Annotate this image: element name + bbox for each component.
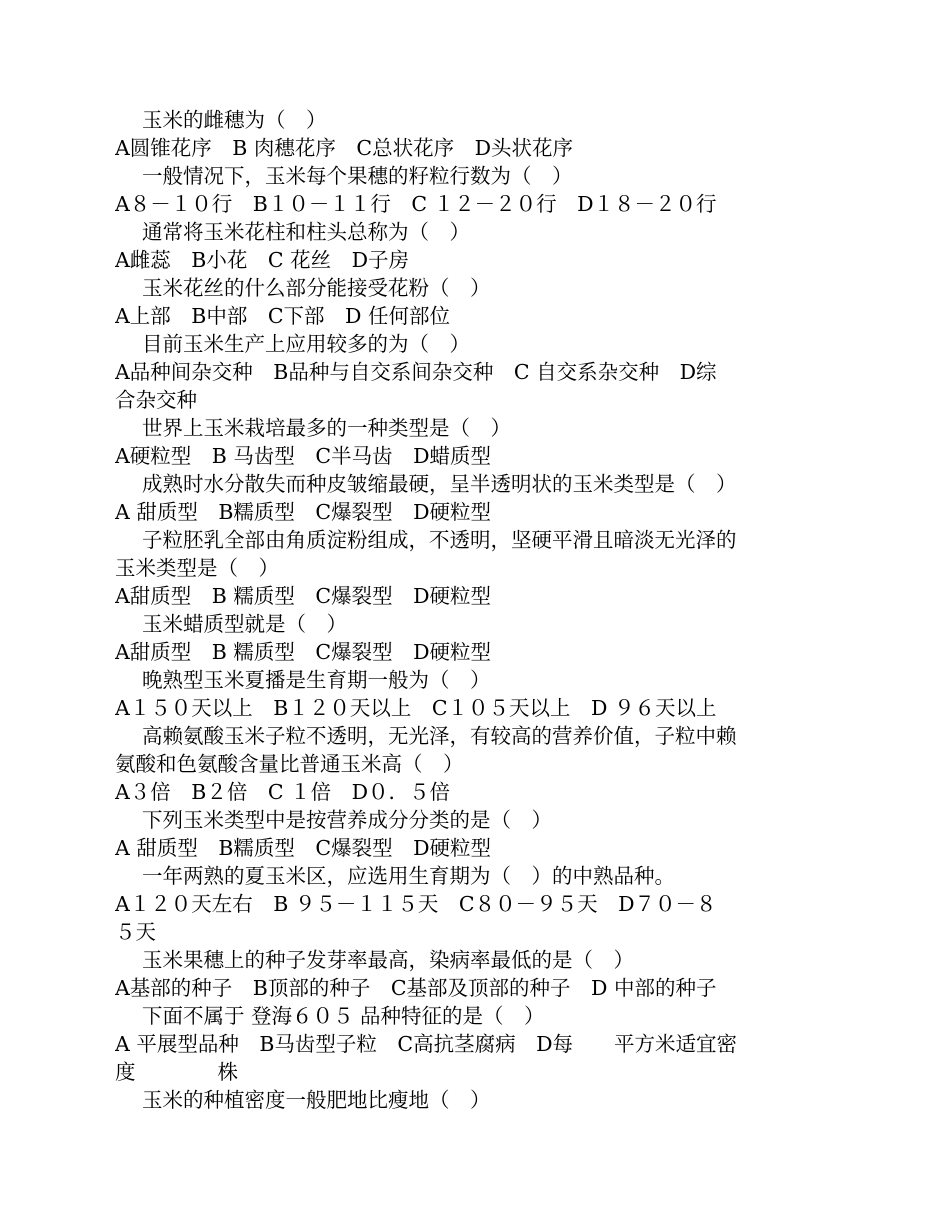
answer-options: A基部的种子 B顶部的种子 C基部及顶部的种子 D 中部的种子 [115,976,717,1000]
question-stem-continued: 玉米类型是（ ） [115,556,279,580]
question-stem: 目前玉米生产上应用较多的为（ ） [142,332,470,356]
question-stem: 晚熟型玉米夏播是生育期一般为（ ） [142,668,491,692]
answer-options: A 甜质型 B糯质型 C爆裂型 D硬粒型 [115,500,492,524]
answer-options-continued: 合杂交种 [115,388,197,412]
question-stem: 高赖氨酸玉米子粒不透明，无光泽，有较高的营养价值，子粒中赖 [142,724,737,748]
answer-options: A 平展型品种 B马齿型子粒 C高抗茎腐病 D每 平方米适宜密 [115,1032,738,1056]
answer-options: A甜质型 B 糯质型 C爆裂型 D硬粒型 [115,640,492,664]
answer-options: A１２０天左右 B ９５－１１５天 C８０－９５天 D７０－８ [115,892,717,916]
question-stem: 一年两熟的夏玉米区，应选用生育期为（ ）的中熟品种。 [142,864,675,888]
question-stem: 下面不属于 登海６０５ 品种特征的是（ ） [142,1004,545,1028]
question-stem: 玉米的雌穗为（ ） [142,108,327,132]
question-stem: 成熟时水分散失而种皮皱缩最硬，呈半透明状的玉米类型是（ ） [142,472,737,496]
question-stem: 子粒胚乳全部由角质淀粉组成，不透明，坚硬平滑且暗淡无光泽的 [142,528,737,552]
answer-options: A１５０天以上 B１２０天以上 C１０５天以上 D ９６天以上 [115,696,717,720]
answer-options: A品种间杂交种 B品种与自交系间杂交种 C 自交系杂交种 D综 [115,360,717,384]
answer-options-continued: ５天 [115,920,156,944]
answer-options: A３倍 B２倍 C １倍 D０．５倍 [115,780,451,804]
answer-options: A甜质型 B 糯质型 C爆裂型 D硬粒型 [115,584,492,608]
question-stem: 玉米花丝的什么部分能接受花粉（ ） [142,276,491,300]
answer-options: A上部 B中部 C下部 D 任何部位 [115,304,451,328]
question-stem: 玉米的种植密度一般肥地比瘦地（ ） [142,1088,491,1112]
answer-options: A硬粒型 B 马齿型 C半马齿 D蜡质型 [115,444,492,468]
answer-options: A圆锥花序 B 肉穗花序 C总状花序 D头状花序 [115,136,574,160]
question-stem: 一般情况下，玉米每个果穗的籽粒行数为（ ） [142,164,573,188]
question-stem: 下列玉米类型中是按营养成分分类的是（ ） [142,808,552,832]
answer-options: A雌蕊 B小花 C 花丝 D子房 [115,248,410,272]
answer-options: A８－１０行 B１０－１１行 C １２－２０行 D１８－２０行 [115,192,717,216]
question-stem: 世界上玉米栽培最多的一种类型是（ ） [142,416,511,440]
question-stem: 通常将玉米花柱和柱头总称为（ ） [142,220,470,244]
question-stem: 玉米果穗上的种子发芽率最高，染病率最低的是（ ） [142,948,634,972]
answer-options: A 甜质型 B糯质型 C爆裂型 D硬粒型 [115,836,492,860]
question-stem: 玉米蜡质型就是（ ） [142,612,347,636]
question-stem-continued: 氨酸和色氨酸含量比普通玉米高（ ） [115,752,464,776]
answer-options-continued: 度 株 [115,1060,238,1084]
